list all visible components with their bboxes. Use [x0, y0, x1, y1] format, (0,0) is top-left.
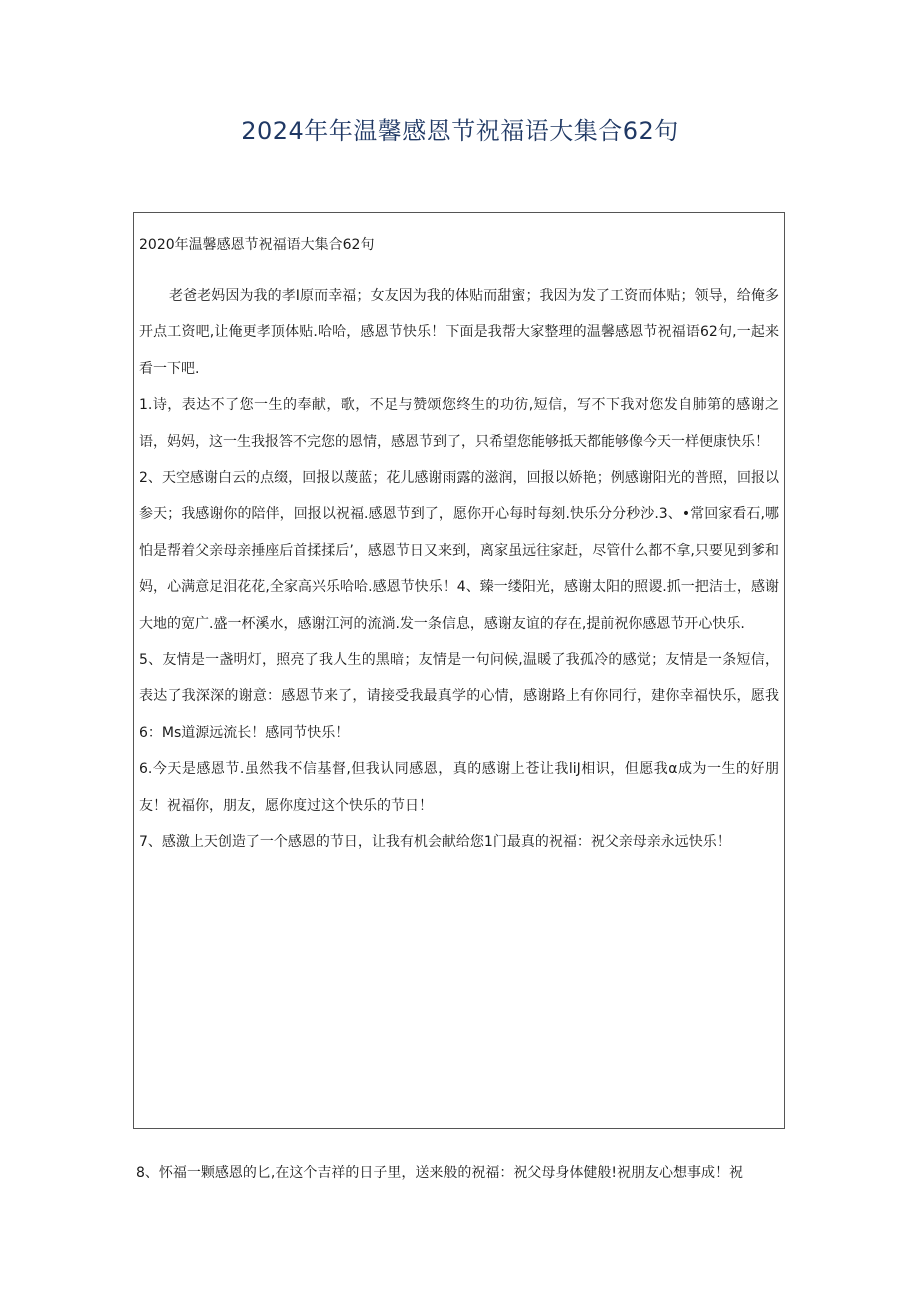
trailing-paragraph: 8、怀福一颗感恩的匕,在这个吉祥的日子里，送来般的祝福：祝父母身体健般!祝朋友心想事成！祝	[136, 1165, 743, 1181]
article-body	[139, 278, 779, 861]
list-item: 1.诗，表达不了您一生的奉献，歌，不足与赞颂您终生的功彷,短信，写不下我对您发自肺第的感谢之语，妈妈，这一生我报答不完您的恩情，感恩节到了，只希望您能够抵天都能够像今天一样便康快乐！	[139, 397, 779, 450]
list-item: 2、天空感谢白云的点缀，回报以蔑蓝；花儿感谢雨露的滋润，回报以娇艳；例感谢阳光的普照，回报以参天；我感谢你的陪伴，回报以祝福.感恩节到了，愿你开心每时每刻.快乐分分秒沙.3、•常回家看石,哪怕是帮着父亲母亲捶座后首揉揉后’，感恩节日又来到，离家虽远往家赶，尽管什么都不拿,只要见到爹和妈，心满意足泪花花,全家高兴乐哈哈.感恩节快乐！4、臻一缕阳光，感谢太阳的照谡.抓一把洁士，感谢大地的宽广.盛一杯溪水，感谢江河的流淌.发一条信息，感谢友谊的存在,提前祝你感恩节开心快乐.	[139, 470, 779, 632]
intro-paragraph: 老爸老妈因为我的孝I原而幸福；女友因为我的体贴而甜蜜；我因为发了工资而体贴；领导，给俺多开点工资吧,让俺更孝顶体贴.哈哈，感恩节快乐！下面是我帮大家整理的温馨感恩节祝福语62句,一起来看一下吧.	[139, 288, 779, 377]
list-item: 5、友情是一盏明灯，照亮了我人生的黑暗；友情是一句问候,温暖了我孤冷的感觉；友情是一条短信，表达了我深深的谢意：感恩节来了，请接受我最真学的心情，感谢路上有你同行，建你幸福快乐，愿我6：Ms道源远流长！感同节快乐！	[139, 652, 779, 741]
list-item: 6.今天是感恩节.虽然我不信基督,但我认同感恩，真的感谢上苍让我liJ相识，但愿我α成为一生的好朋友！祝福你，朋友，愿你度过这个快乐的节日！	[139, 761, 779, 814]
list-item: 7、感激上天创造了一个感恩的节日，让我有机会献给您1门最真的祝福：祝父亲母亲永远快乐！	[139, 834, 731, 851]
document-title: 2024年年温馨感恩节祝福语大集合62句	[241, 117, 679, 145]
content-frame	[133, 212, 785, 1129]
frame-heading: 2020年温馨感恩节祝福语大集合62句	[139, 237, 375, 253]
